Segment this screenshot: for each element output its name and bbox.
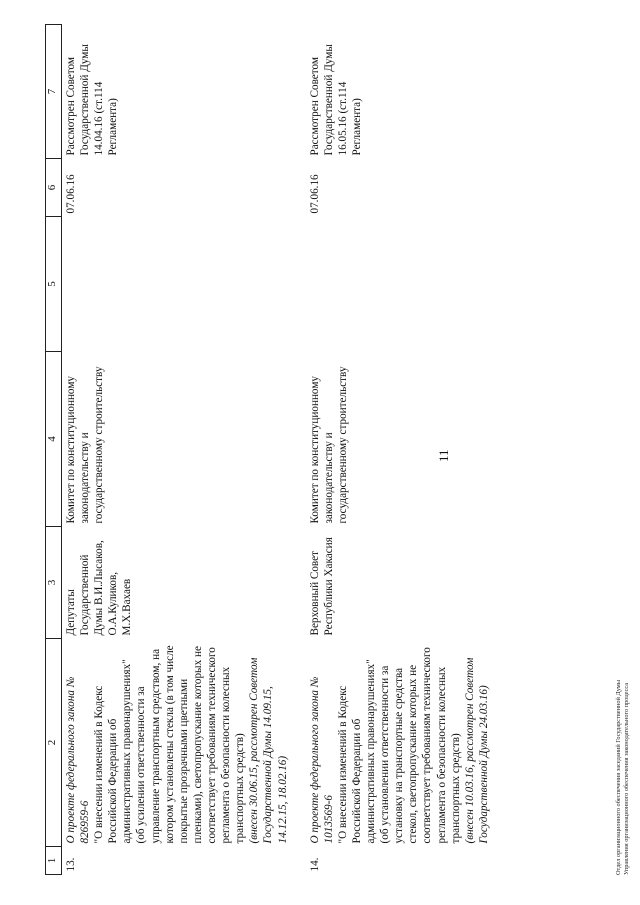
row-number: 13. [64,857,77,872]
header-col-5: 5 [46,217,62,352]
header-col-7: 7 [46,25,62,159]
header-col-2: 2 [46,639,62,847]
date-cell: 07.06.16 [308,174,321,214]
footer-line-1: Отдел организационного обеспечения заседаний Государственной Думы [615,680,622,875]
header-col-1: 1 [46,847,62,875]
page-footer [615,680,631,875]
header-col-4: 4 [46,352,62,527]
table-row [61,25,289,875]
col5-cell [61,217,289,352]
table-row [290,25,491,875]
bill-name: "О внесении изменений в Кодекс Российской Федерации об административных правонарушениях" [93,659,134,844]
header-col-3: 3 [46,527,62,639]
bill-name: "О внесении изменений в Кодекс Российской Федерации об административных правонарушениях" [336,659,378,844]
initiator-cell: Депутаты Государственной Думы В.И.Лысаков, О.А.Куликов, М.Х.Вахаев [64,540,134,636]
result-cell: Рассмотрен Советом Государственной Думы 16.05.16 (ст.114 Регламента) [308,44,363,156]
initiator-cell: Верховный Совет Республики Хакасия [308,537,335,636]
bill-title: О проекте федерального закона № 826959-6 [64,676,91,844]
header-row [46,25,62,875]
col5-cell [290,217,491,352]
bill-description: (об усилении ответственности за управление транспортным средством, на котором установлены стекла (в том числе покрытые прозрачными цветными пленками), светопропускание которых не соответствует требованиям технического регламента о безопасности колесных транспортных средств) [135,645,247,844]
bill-note: (внесен 10.03.16, рассмотрен Советом Государственной Думы 24.03.16) [463,657,490,844]
committee-cell: Комитет по конституционному законодательству и государственному строительству [64,366,106,524]
bill-description: (об установлении ответственности за установку на транспортные средства стекол, светопропускание которых не соответствует требованиям технического регламента о безопасности колесных транспортных средств) [379,647,462,844]
row-number: 14. [308,857,321,872]
header-col-6: 6 [46,159,62,217]
bills-table [45,24,491,875]
page-number: 11 [436,449,451,462]
result-cell: Рассмотрен Советом Государственной Думы 14.04.16 (ст.114 Регламента) [64,44,120,156]
date-cell: 07.06.16 [64,174,77,214]
bill-title: О проекте федерального закона № 1013569-6 [308,676,335,844]
footer-line-2: Управления организационного обеспечения законодательного процесса [622,682,630,875]
bill-cell [290,639,491,847]
bill-cell [61,639,289,847]
committee-cell: Комитет по конституционному законодательству и государственному строительству [308,366,349,524]
bill-note: (внесен 30.06.15, рассмотрен Советом Государственной Думы 14.09.15, 14.12.15, 18.02.16) [248,657,289,844]
